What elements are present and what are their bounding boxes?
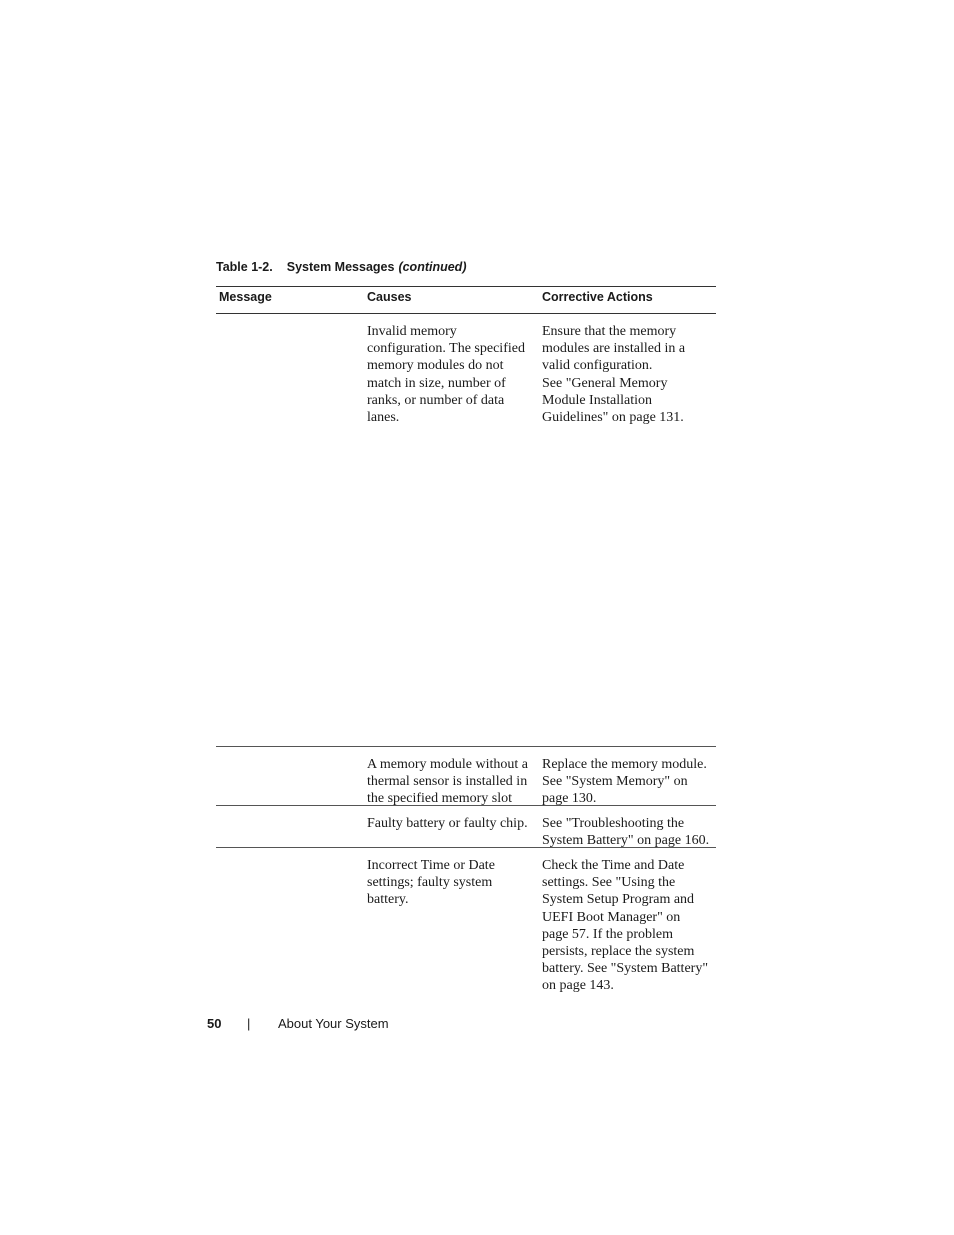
table-row (216, 848, 716, 998)
table-row (216, 806, 716, 848)
table-row (216, 314, 716, 747)
section-title: About Your System (278, 1016, 389, 1031)
system-messages-table (216, 286, 716, 998)
cell-actions: Ensure that the memory modules are installed in a valid configuration. See "General Memory Module Installation Guidelines" on page 131. (542, 324, 686, 426)
header-corrective-actions: Corrective Actions (542, 290, 653, 304)
footer-separator: | (247, 1016, 251, 1031)
caption-label: Table 1-2. (216, 260, 273, 274)
cell-actions: Replace the memory module. See "System Memory" on page 130. (542, 757, 707, 807)
cell-causes: Incorrect Time or Date settings; faulty system battery. (367, 858, 495, 908)
cell-causes: Faulty battery or faulty chip. (367, 816, 528, 831)
table-row (216, 747, 716, 806)
cell-actions: See "Troubleshooting the System Battery" on page 160. (542, 816, 710, 849)
cell-causes: Invalid memory configuration. The specified memory modules do not match in size, number of ranks, or number of data lanes. (367, 324, 525, 426)
table-caption (216, 260, 466, 274)
header-causes: Causes (367, 290, 412, 304)
table-header (216, 286, 716, 314)
caption-title: System Messages (286, 260, 395, 274)
cell-causes: A memory module without a thermal sensor is installed in the specified memory slot (367, 757, 528, 807)
caption-continued: (continued) (398, 260, 467, 274)
cell-actions: Check the Time and Date settings. See "Using the System Setup Program and UEFI Boot Manager" on page 57. If the problem persists, replace the system battery. See "System Battery" on page 143. (542, 858, 709, 994)
header-message: Message (219, 290, 272, 304)
page-number: 50 (207, 1016, 222, 1031)
